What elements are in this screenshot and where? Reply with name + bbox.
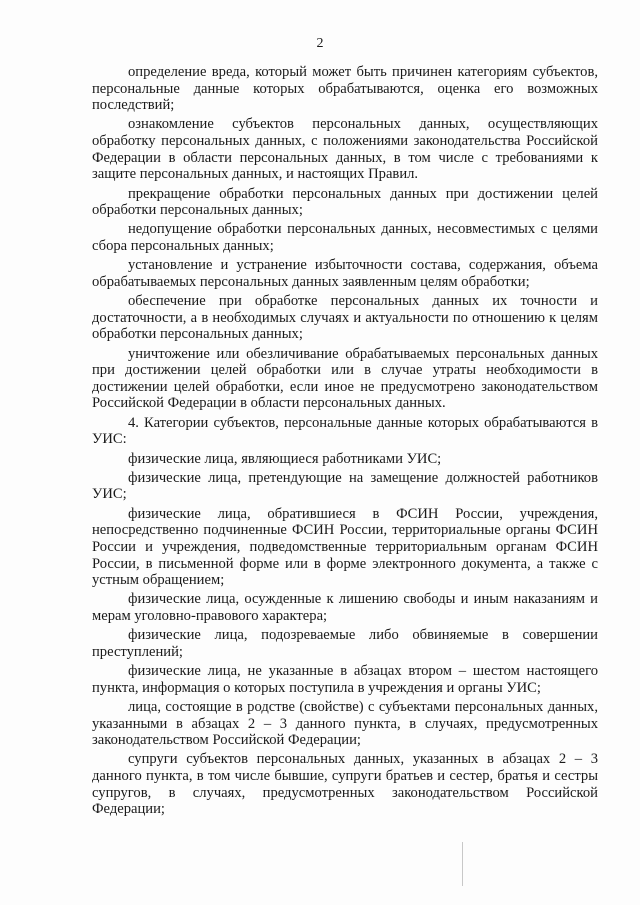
list-item: физические лица, не указанные в абзацах втором – шестом настоящего пункта, информация о которых поступила в учреждения и органы УИС; bbox=[92, 663, 598, 696]
paragraph: установление и устранение избыточности состава, содержания, объема обрабатываемых персональных данных заявленным целям обработки; bbox=[92, 257, 598, 290]
section-heading-4: 4. Категории субъектов, персональные данные которых обрабатываются в УИС: bbox=[92, 414, 598, 448]
paragraph: обеспечение при обработке персональных данных их точности и достаточности, а в необходимых случаях и актуальности по отношению к целям обработки персональных данных; bbox=[92, 293, 598, 343]
paragraph: ознакомление субъектов персональных данных, осуществляющих обработку персональных данных, с положениями законодательства Российской Федерации в области персональных данных, в том числе с требованиями к защите персональных данных, и настоящих Правил. bbox=[92, 116, 598, 183]
list-item: лица, состоящие в родстве (свойстве) с субъектами персональных данных, указанными в абзацах 2 – 3 данного пункта, в случаях, предусмотренных законодательством Российской Федерации; bbox=[92, 699, 598, 749]
list-item: физические лица, подозреваемые либо обвиняемые в совершении преступлений; bbox=[92, 627, 598, 660]
list-item: физические лица, обратившиеся в ФСИН России, учреждения, непосредственно подчиненные ФСИН России, территориальные органы ФСИН России и учреждения, подведомственные территориальным органам ФСИН России, в письменной форме или в форме электронного документа, а также с устным обращением; bbox=[92, 505, 598, 589]
page-number: 2 bbox=[316, 36, 324, 51]
paragraph: определение вреда, который может быть причинен категориям субъектов, персональные данные которых обрабатываются, оценка его возможных последствий; bbox=[92, 64, 598, 114]
list-item: физические лица, осужденные к лишению свободы и иным наказаниям и мерам уголовно-правового характера; bbox=[92, 591, 598, 624]
scan-artifact-line bbox=[462, 842, 463, 886]
list-item: физические лица, претендующие на замещение должностей работников УИС; bbox=[92, 469, 598, 503]
list-item: физические лица, являющиеся работниками УИС; bbox=[128, 450, 442, 467]
paragraph: уничтожение или обезличивание обрабатываемых персональных данных при достижении целей обработки или в случае утраты необходимости в достижении целей обработки, если иное не предусмотрено законодательством Российской Федерации в области персональных данных. bbox=[92, 345, 598, 412]
list-item: супруги субъектов персональных данных, указанных в абзацах 2 – 3 данного пункта, в том числе бывшие, супруги братьев и сестер, братья и сестры супругов, в случаях, предусмотренных законодательством Российской Федерации; bbox=[92, 751, 598, 818]
paragraph: недопущение обработки персональных данных, несовместимых с целями сбора персональных данных; bbox=[92, 221, 598, 254]
document-body bbox=[92, 64, 598, 821]
paragraph: прекращение обработки персональных данных при достижении целей обработки персональных данных; bbox=[92, 185, 598, 219]
